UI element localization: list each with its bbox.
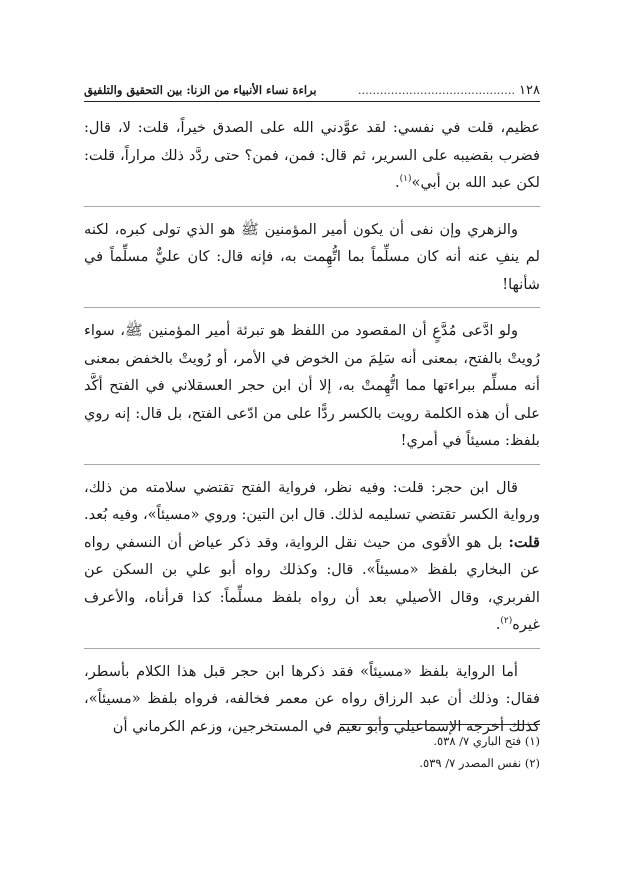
page-number: ١٢٨	[519, 82, 540, 98]
page-header	[84, 80, 540, 100]
paragraph-separator	[84, 307, 540, 308]
text-run: والزهري وإن نفى أن يكون أمير المؤمنين ﷺ هو الذي تولى كبره، لكنه لم ينفِ عنه أنه كان مسلِّماً بما اتُّهِمت به، فإنه قال: كان عليٌّ مسلِّماً في شأنها!	[84, 220, 540, 293]
text-run: .	[495, 616, 501, 633]
paragraph-3	[84, 317, 540, 455]
text-run: ولو ادَّعى مُدَّعٍ أن المقصود من اللفظ هو تبرئة أمير المؤمنين ﷺ، سواء رُويتْ بالفتح، بمعنى أنه سَلِمَ من الخوض في الأمر، أو رُويتْ بالخفض بمعنى أنه مسلِّم ببراءتها مما اتُّهِمتْ به، إلا أن ابن حجر العسقلاني في الفتح أكَّد على أن هذه الكلمة رويت بالكسر ردًّا على من ادّعى الفتح، بل قال: إنه روي بلفظ: مسيئاً في أمري!	[84, 322, 540, 449]
header-leader-dots: ...........................................	[357, 83, 516, 97]
paragraph-separator	[84, 464, 540, 465]
footnote-1: (١) فتح الباري ٧/ ٥٣٨.	[433, 734, 540, 748]
footnote-rule	[340, 724, 540, 725]
text-run: أما الرواية بلفظ «مسيئاً» فقد ذكرها ابن حجر قبل هذا الكلام بأسطر، فقال: وذلك أن عبد الرزاق رواه عن معمر فخالفه، فرواه بلفظ «مسيئاً»، كذلك أخرجه الإسماعيلي وأبو نعيم في المستخرجين، وزعم الكرماني أن	[84, 662, 540, 735]
text-run: بل هو الأقوى من حيث نقل الرواية، وقد ذكر عياض أن النسفي رواه عن البخاري بلفظ «مسيئاً». قال: وكذلك رواه أبو علي بن السكن عن الفربري، وقال الأصيلي بعد أن رواه بلفظ مسلِّماً: كذا قرأناه، والأعرف غيره	[84, 533, 540, 633]
bold-run: قلت:	[508, 533, 540, 551]
text-run: قال ابن حجر: قلت: وفيه نظر، فرواية الفتح تقتضي سلامته من ذلك، ورواية الكسر تقتضي تسليمه لذلك. قال ابن التين: وروي «مسيئاً»، وفيه بُعد.	[84, 478, 540, 523]
footnote-2: (٢) نفس المصدر ٧/ ٥٣٩.	[419, 756, 540, 770]
text-run: .	[395, 174, 400, 191]
paragraph-separator	[84, 648, 540, 649]
paragraph-4	[84, 474, 540, 639]
text-run: عظيم، قلت في نفسي: لقد عوَّدني الله على الصدق خيراً، قلت: لا، قال: فضرب بقضيبه على السرير، ثم قال: فمن، فمن؟ حتى ردَّد ذلك مراراً، قلت: لكن عبد الله بن أبي»	[84, 119, 540, 191]
footnote-ref: (٢)	[500, 616, 513, 627]
paragraph-1	[84, 114, 540, 197]
paragraph-separator	[84, 206, 540, 207]
main-text	[84, 114, 540, 749]
running-title: براءة نساء الأنبياء من الزنا: بين التحقيق والتلفيق	[84, 83, 317, 97]
footnote-ref: (١)	[399, 174, 412, 185]
paragraph-2	[84, 216, 540, 299]
paragraph-5	[84, 658, 540, 741]
header-rule	[84, 101, 540, 102]
footnotes	[84, 730, 540, 774]
